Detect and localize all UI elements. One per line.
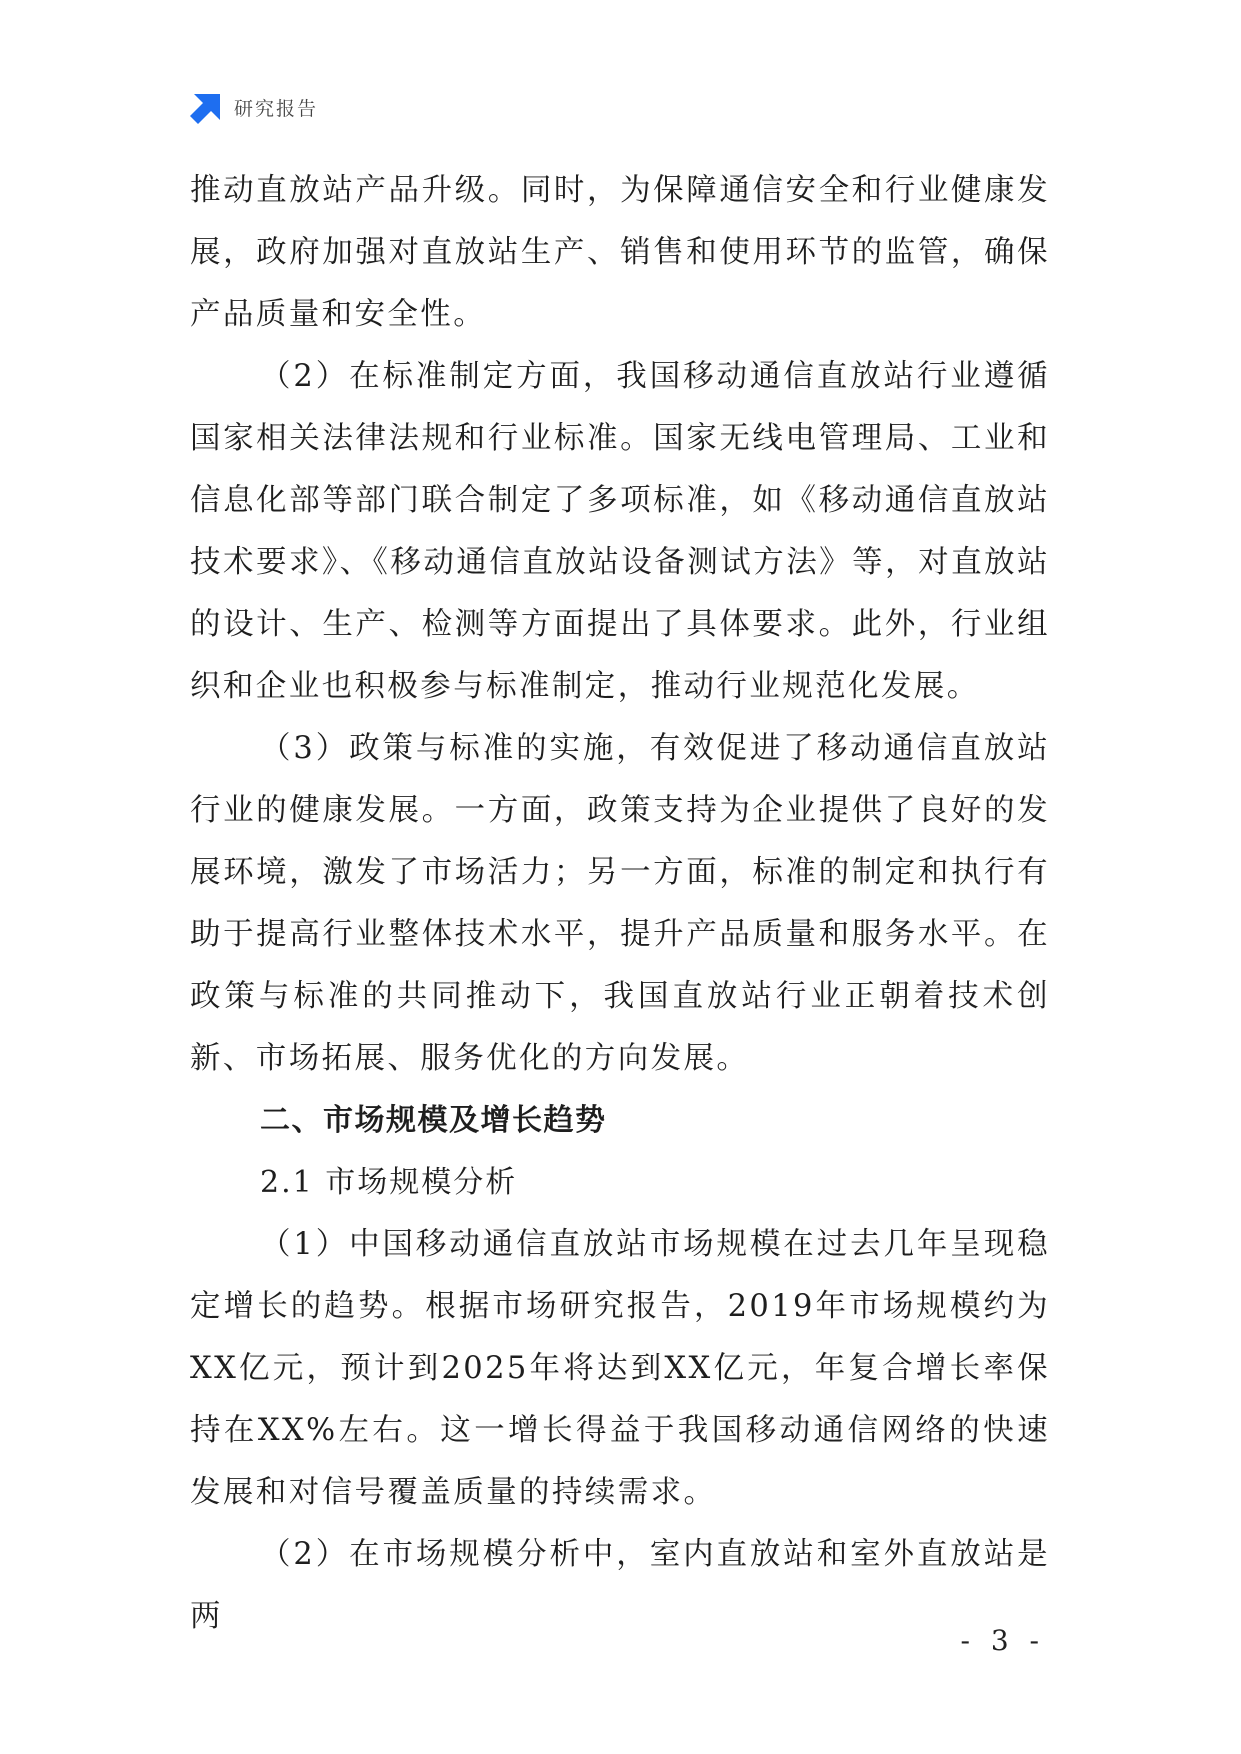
page-number: - 3 - [960,1624,1045,1657]
paragraph-implementation: （3）政策与标准的实施，有效促进了移动通信直放站行业的健康发展。一方面，政策支持为企业提供了良好的发展环境，激发了市场活力；另一方面，标准的制定和执行有助于提高行业整体技术水平，提升产品质量和服务水平。在政策与标准的共同推动下，我国直放站行业正朝着技术创新、市场拓展、服务优化的方向发展。 [190,731,1050,1076]
paragraph-market-size: （1）中国移动通信直放站市场规模在过去几年呈现稳定增长的趋势。根据市场研究报告，2019年市场规模约为XX亿元，预计到2025年将达到XX亿元，年复合增长率保持在XX%左右。这一增长得益于我国移动通信网络的快速发展和对信号覆盖质量的持续需求。 [190,1227,1050,1510]
paragraph-policy-continued: 推动直放站产品升级。同时，为保障通信安全和行业健康发展，政府加强对直放站生产、销售和使用环节的监管，确保产品质量和安全性。 [190,173,1050,332]
section-heading: 二、市场规模及增长趋势 [260,1103,607,1138]
report-header [190,90,318,124]
paragraph-indoor-outdoor: （2）在市场规模分析中，室内直放站和室外直放站是两 [190,1537,1050,1634]
subsection-heading: 2.1 市场规模分析 [260,1165,518,1200]
arrow-up-right-icon [190,90,224,124]
document-body [190,160,1050,1648]
header-title: 研究报告 [234,97,319,120]
paragraph-standards: （2）在标准制定方面，我国移动通信直放站行业遵循国家相关法律法规和行业标准。国家无线电管理局、工业和信息化部等部门联合制定了多项标准，如《移动通信直放站技术要求》、《移动通信直放站设备测试方法》等，对直放站的设计、生产、检测等方面提出了具体要求。此外，行业组织和企业也积极参与标准制定，推动行业规范化发展。 [190,359,1050,704]
